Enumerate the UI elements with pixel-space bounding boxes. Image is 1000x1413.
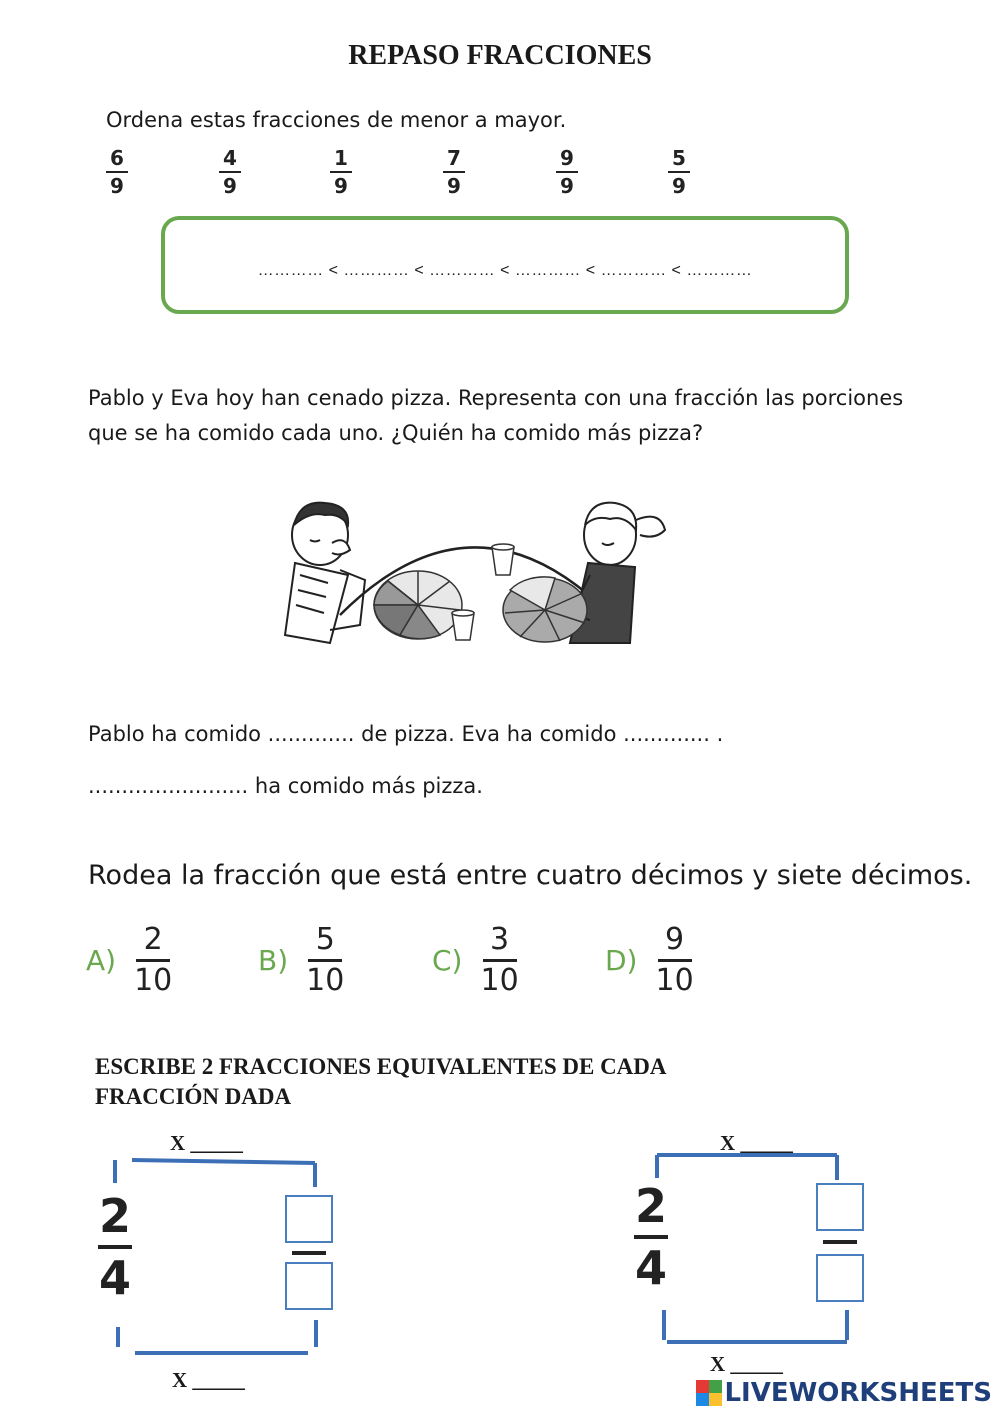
left-given-fraction — [98, 1189, 132, 1305]
circle-instruction: Rodea la fracción que está entre cuatro décimos y siete décimos. — [88, 860, 973, 891]
right-given-fraction — [634, 1179, 668, 1295]
fraction-denominator: 10 — [306, 963, 345, 998]
left-numerator-input[interactable] — [285, 1195, 333, 1243]
fraction-numerator: 5 — [672, 146, 686, 170]
fraction-denominator: 9 — [560, 174, 574, 198]
order-instruction: Ordena estas fracciones de menor a mayor. — [106, 108, 567, 132]
fraction-denominator: 4 — [98, 1251, 131, 1305]
equiv-instruction-line1: ESCRIBE 2 FRACCIONES EQUIVALENTES DE CADA — [95, 1054, 667, 1079]
option-label: B) — [258, 944, 289, 977]
option-c[interactable] — [432, 922, 519, 998]
fraction-bar — [308, 959, 342, 962]
order-answer-box — [161, 216, 849, 314]
fraction-numerator: 2 — [98, 1189, 131, 1243]
fraction-bar — [483, 959, 517, 962]
option-fraction — [306, 922, 345, 998]
eva-pizza — [503, 577, 587, 642]
cup-right — [492, 544, 514, 575]
fraction-numerator: 2 — [634, 1179, 667, 1233]
right-numerator-input[interactable] — [816, 1183, 864, 1231]
fraction-bar — [330, 171, 352, 173]
fraction-bar — [658, 959, 692, 962]
fraction-numerator: 7 — [447, 146, 461, 170]
fraction-4-9 — [219, 148, 241, 196]
fraction-denominator: 10 — [655, 963, 694, 998]
fraction-numerator: 9 — [560, 146, 574, 170]
left-top-multiplier[interactable]: X _____ — [170, 1131, 243, 1155]
fraction-bar — [634, 1235, 668, 1239]
option-fraction — [480, 922, 519, 998]
cup-left — [452, 610, 474, 640]
pizza-answer-line2[interactable]: ........................ ha comido más pizza. — [88, 774, 483, 798]
right-answer-bar — [823, 1240, 857, 1244]
fraction-numerator: 5 — [315, 922, 335, 957]
pizza-instruction-line1: Pablo y Eva hoy han cenado pizza. Representa con una fracción las porciones — [88, 386, 904, 410]
fraction-bar — [106, 171, 128, 173]
option-label: D) — [605, 944, 638, 977]
option-fraction — [655, 922, 694, 998]
fraction-7-9 — [443, 148, 465, 196]
page-title: REPASO FRACCIONES — [348, 40, 652, 71]
option-label: C) — [432, 944, 463, 977]
fraction-numerator: 6 — [110, 146, 124, 170]
right-bracket-lines — [652, 1150, 857, 1350]
fraction-denominator: 9 — [447, 174, 461, 198]
left-bracket-lines — [110, 1155, 325, 1360]
option-label: A) — [86, 944, 117, 977]
option-d[interactable] — [605, 922, 694, 998]
fraction-5-9 — [668, 148, 690, 196]
fraction-denominator: 10 — [134, 963, 173, 998]
fraction-numerator: 9 — [665, 922, 685, 957]
left-denominator-input[interactable] — [285, 1262, 333, 1310]
fraction-9-9 — [556, 148, 578, 196]
fraction-bar — [98, 1245, 132, 1249]
option-fraction — [134, 922, 173, 998]
right-top-multiplier[interactable]: X _____ — [720, 1131, 793, 1155]
right-bottom-multiplier[interactable]: X _____ — [710, 1352, 783, 1376]
fraction-bar — [668, 171, 690, 173]
fraction-1-9 — [330, 148, 352, 196]
pizza-answer-line1[interactable]: Pablo ha comido ............. de pizza. Eva ha comido ............. . — [88, 722, 724, 746]
left-answer-bar — [292, 1251, 326, 1255]
pablo-figure — [285, 503, 365, 643]
right-denominator-input[interactable] — [816, 1254, 864, 1302]
fraction-numerator: 4 — [223, 146, 237, 170]
fraction-denominator: 9 — [110, 174, 124, 198]
fraction-numerator: 2 — [143, 922, 163, 957]
pizza-illustration — [270, 495, 680, 655]
fraction-numerator: 1 — [334, 146, 348, 170]
fraction-denominator: 9 — [672, 174, 686, 198]
fraction-bar — [443, 171, 465, 173]
liveworksheets-brand: LIVEWORKSHEETS — [724, 1378, 992, 1408]
fraction-denominator: 4 — [634, 1241, 667, 1295]
liveworksheets-logo — [696, 1378, 992, 1408]
fraction-bar — [556, 171, 578, 173]
pizza-instruction-line2: que se ha comido cada uno. ¿Quién ha comido más pizza? — [88, 421, 704, 445]
option-a[interactable] — [86, 922, 173, 998]
fraction-denominator: 9 — [334, 174, 348, 198]
pablo-pizza — [374, 571, 462, 639]
left-bottom-multiplier[interactable]: X _____ — [172, 1368, 245, 1392]
fraction-bar — [136, 959, 170, 962]
fraction-numerator: 3 — [490, 922, 510, 957]
option-b[interactable] — [258, 922, 345, 998]
fraction-bar — [219, 171, 241, 173]
order-answer-line[interactable]: ………… < ………… < ………… < ………… < ………… < ………… — [257, 262, 753, 279]
fraction-denominator: 9 — [223, 174, 237, 198]
liveworksheets-logo-icon — [696, 1380, 722, 1406]
equiv-instruction-line2: FRACCIÓN DADA — [95, 1084, 292, 1109]
fraction-6-9 — [106, 148, 128, 196]
fraction-denominator: 10 — [480, 963, 519, 998]
